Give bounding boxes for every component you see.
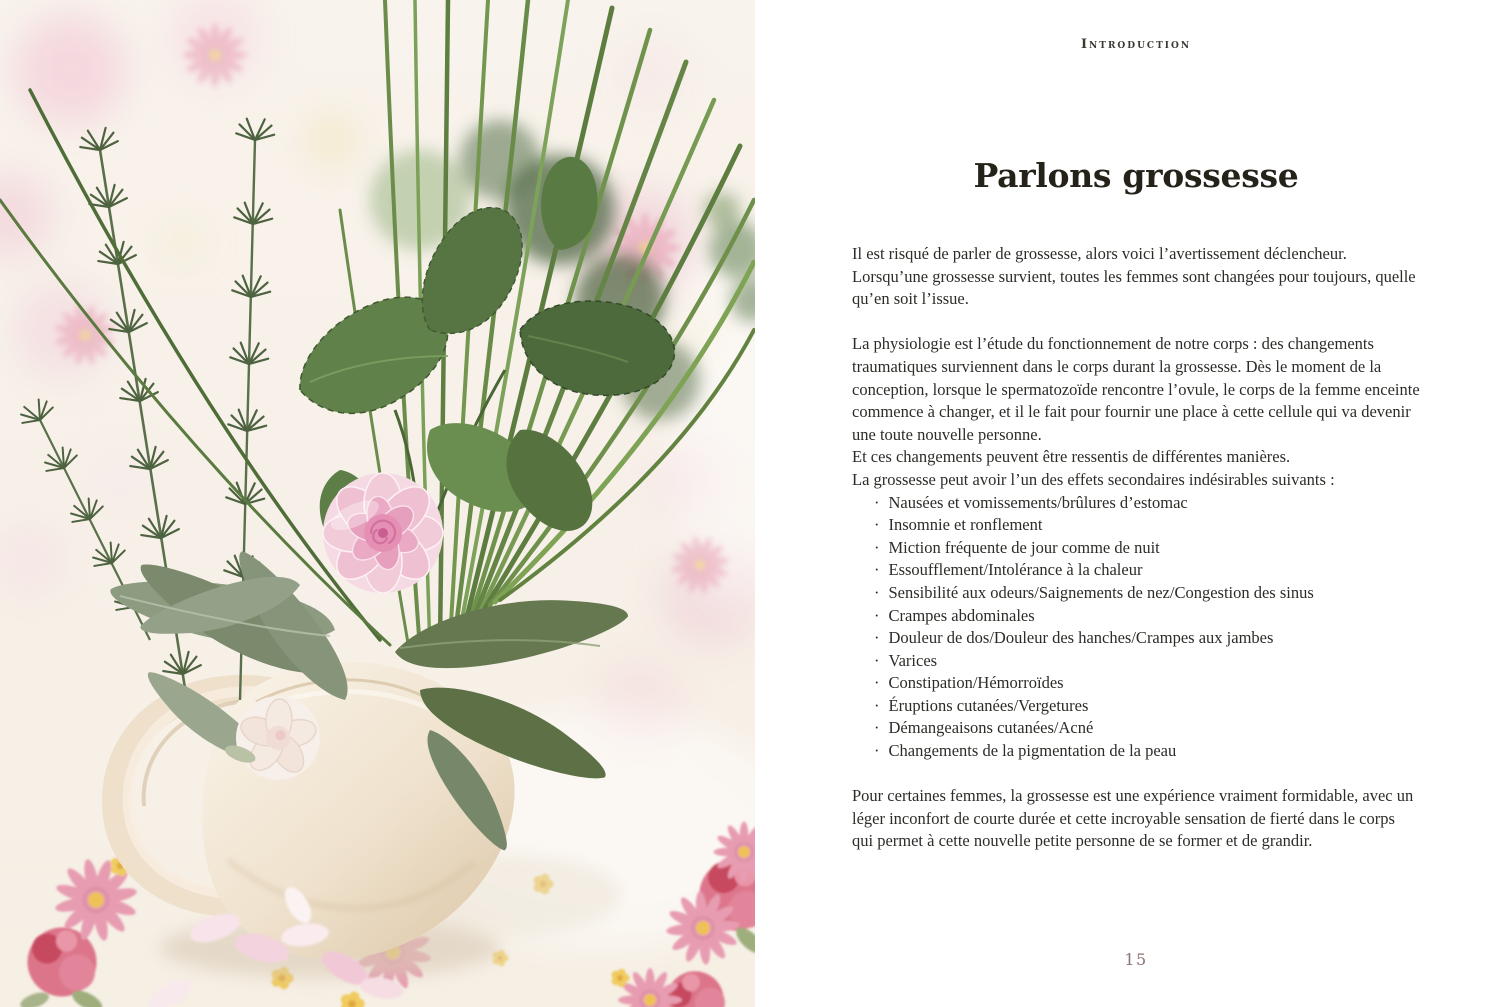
side-effect-item xyxy=(874,650,1420,673)
side-effect-text: Sensibilité aux odeurs/Saignements de nez/Congestion des sinus xyxy=(888,582,1314,602)
side-effect-item xyxy=(874,717,1420,740)
bullet-dot: · xyxy=(874,560,880,580)
bullet-dot: · xyxy=(874,741,880,761)
side-effect-text: Constipation/Hémorroïdes xyxy=(888,673,1064,693)
side-effect-item xyxy=(874,492,1420,515)
side-effect-text: Essoufflement/Intolérance à la chaleur xyxy=(888,560,1143,580)
list-intro: La grossesse peut avoir l’un des effets secondaires indésirables suivants : xyxy=(852,469,1335,489)
side-effect-item xyxy=(874,582,1420,605)
side-effect-text: Éruptions cutanées/Vergetures xyxy=(888,695,1089,715)
body-text xyxy=(852,243,1420,853)
bullet-dot: · xyxy=(874,650,880,670)
bullet-dot: · xyxy=(874,515,880,535)
bullet-dot: · xyxy=(874,695,880,715)
side-effect-text: Démangeaisons cutanées/Acné xyxy=(888,718,1094,738)
side-effect-item xyxy=(874,514,1420,537)
side-effect-text: Nausées et vomissements/brûlures d’estomac xyxy=(888,492,1188,512)
side-effect-text: Miction fréquente de jour comme de nuit xyxy=(888,537,1160,557)
side-effect-text: Crampes abdominales xyxy=(888,605,1035,625)
side-effect-item xyxy=(874,559,1420,582)
side-effect-text: Changements de la pigmentation de la peau xyxy=(888,741,1177,761)
bullet-dot: · xyxy=(874,628,880,648)
page-title: Parlons grossesse xyxy=(973,156,1299,195)
pink-rose xyxy=(323,473,443,593)
closing-paragraph: Pour certaines femmes, la grossesse est une expérience vraiment formidable, avec un léger inconfort de courte durée et cette incroyable sensation de fierté dans le corps qui permet à cette nouvelle petite personne de se former et de grandir. xyxy=(852,786,1414,851)
changes-line: Et ces changements peuvent être ressentis de différentes manières. xyxy=(852,447,1291,467)
side-effect-text: Varices xyxy=(888,650,938,670)
side-effect-item xyxy=(874,740,1420,763)
bullet-dot: · xyxy=(874,718,880,738)
side-effect-item xyxy=(874,627,1420,650)
intro-paragraph: Il est risqué de parler de grossesse, alors voici l’avertissement déclencheur. Lorsqu’une grossesse survient, toutes les femmes sont changées pour toujours, quelle qu’en soit l’issue. xyxy=(852,244,1416,309)
page-number: 15 xyxy=(1124,950,1148,969)
text-page xyxy=(755,0,1500,1007)
side-effect-text: Douleur de dos/Douleur des hanches/Crampes aux jambes xyxy=(888,628,1274,648)
side-effect-item xyxy=(874,695,1420,718)
bullet-dot: · xyxy=(874,673,880,693)
physiology-paragraph: La physiologie est l’étude du fonctionnement de notre corps : des changements traumatiques surviennent dans le corps durant la grossesse. Dès le moment de la conception, lorsque le spermatozoïde rencontre l’ovule, le corps de la femme enceinte commence à changer, et il le fait pour fournir une place à cette cellule qui va devenir une toute nouvelle personne. xyxy=(852,334,1420,444)
bullet-dot: · xyxy=(874,605,880,625)
text-column xyxy=(852,0,1420,1007)
side-effects-list xyxy=(852,492,1420,763)
running-head: Introduction xyxy=(1080,37,1192,52)
bullet-dot: · xyxy=(874,492,880,512)
side-effect-item xyxy=(874,537,1420,560)
bullet-dot: · xyxy=(874,537,880,557)
side-effect-item xyxy=(874,605,1420,628)
bullet-dot: · xyxy=(874,582,880,602)
side-effect-text: Insomnie et ronflement xyxy=(888,515,1043,535)
side-effect-item xyxy=(874,672,1420,695)
